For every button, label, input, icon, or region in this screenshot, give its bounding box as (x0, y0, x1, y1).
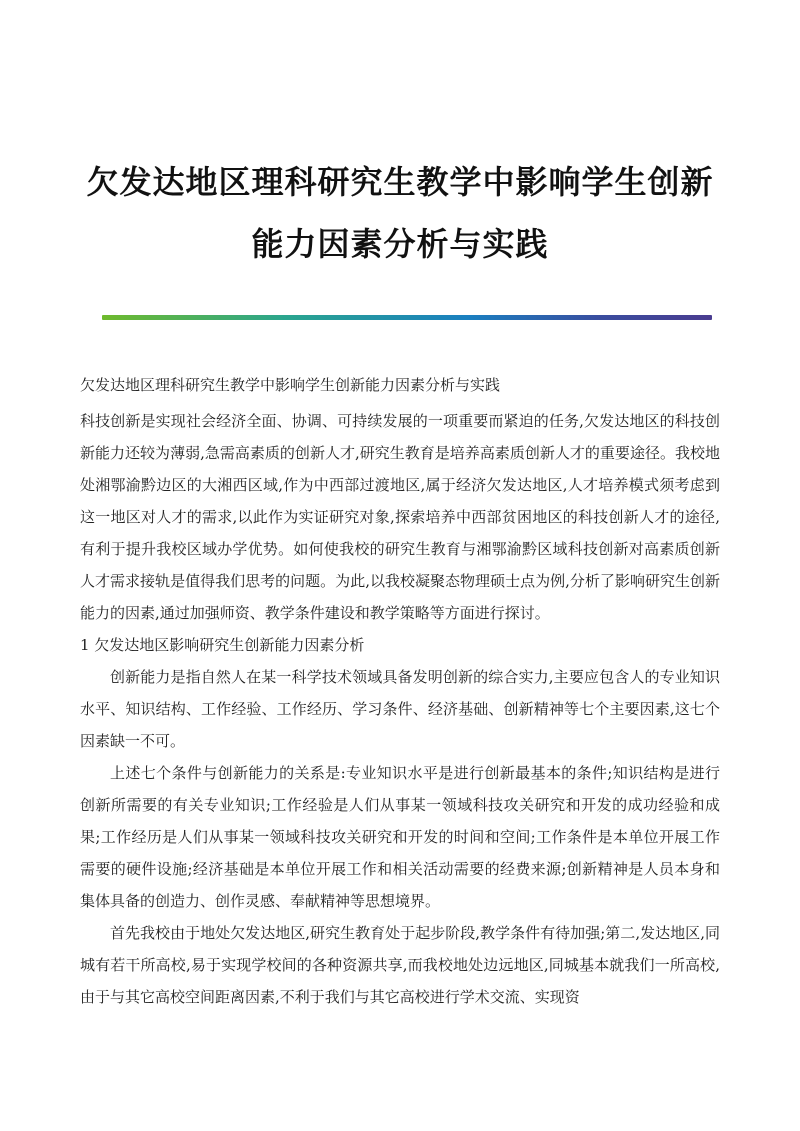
paragraph-factors-relation: 上述七个条件与创新能力的关系是:专业知识水平是进行创新最基本的条件;知识结构是进行创新所需要的有关专业知识;工作经验是人们从事某一领域科技攻关研究和开发的成功经验和成果;工作经历是人们从事某一领域科技攻关研究和开发的时间和空间;工作条件是本单位开展工作需要的硬件设施;经济基础是本单位开展工作和相关活动需要的经费来源;创新精神是人员本身和集体具备的创造力、创作灵感、奉献精神等思想境界。 (80, 764, 720, 910)
document-body (80, 405, 720, 1013)
title-divider (102, 315, 712, 320)
paragraph-first-reason: 首先我校由于地处欠发达地区,研究生教育处于起步阶段,教学条件有待加强;第二,发达地区,同城有若干所高校,易于实现学校间的各种资源共享,而我校地处边远地区,同城基本就我们一所高校,由于与其它高校空间距离因素,不利于我们与其它高校进行学术交流、实现资 (80, 924, 720, 1006)
section-heading-1: 1 欠发达地区影响研究生创新能力因素分析 (80, 636, 365, 654)
paragraph-innovation-definition: 创新能力是指自然人在某一科学技术领域具备发明创新的综合实力,主要应包含人的专业知识水平、知识结构、工作经验、工作经历、学习条件、经济基础、创新精神等七个主要因素,这七个因素缺一不可。 (80, 668, 720, 750)
document-title-line-2: 能力因素分析与实践 (251, 225, 549, 263)
document-subtitle: 欠发达地区理科研究生教学中影响学生创新能力因素分析与实践 (80, 376, 501, 394)
paragraph-intro: 科技创新是实现社会经济全面、协调、可持续发展的一项重要而紧迫的任务,欠发达地区的科技创新能力还较为薄弱,急需高素质的创新人才,研究生教育是培养高素质创新人才的重要途径。我校地处湘鄂渝黔边区的大湘西区域,作为中西部过渡地区,属于经济欠发达地区,人才培养模式须考虑到这一地区对人才的需求,以此作为实证研究对象,探索培养中西部贫困地区的科技创新人才的途径,有利于提升我校区域办学优势。如何使我校的研究生教育与湘鄂渝黔区域科技创新对高素质创新人才需求接轨是值得我们思考的问题。为此,以我校凝聚态物理硕士点为例,分析了影响研究生创新能力的因素,通过加强师资、教学条件建设和教学策略等方面进行探讨。 (80, 412, 720, 622)
document-title-line-1: 欠发达地区理科研究生教学中影响学生创新 (86, 163, 714, 201)
